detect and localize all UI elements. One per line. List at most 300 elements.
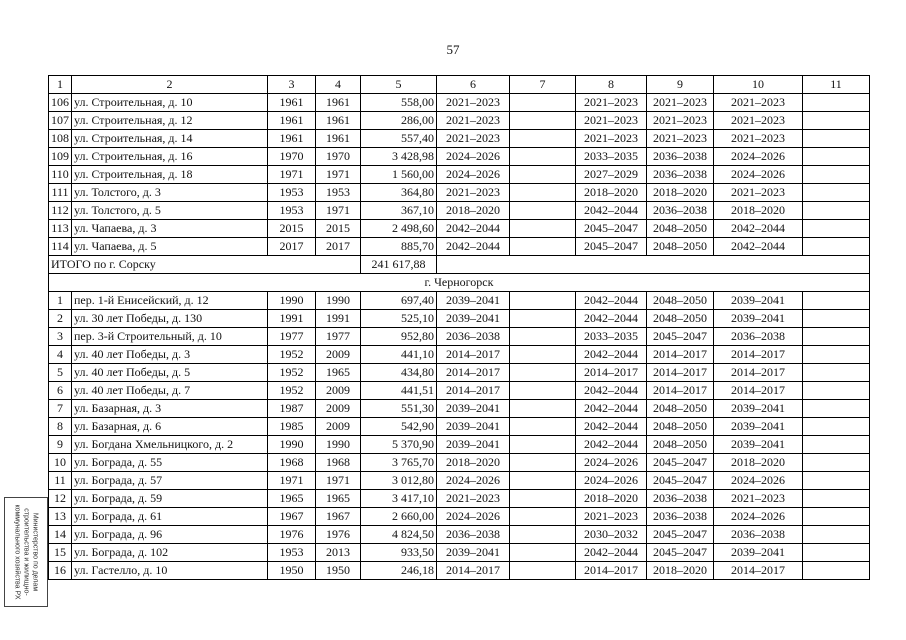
cell-col-6: 2024–2026	[437, 472, 510, 490]
cell-col-3: 1971	[268, 166, 316, 184]
cell-col-4: 2017	[316, 238, 361, 256]
cell-col-2: ул. Базарная, д. 6	[72, 418, 268, 436]
column-number: 10	[714, 76, 803, 94]
cell-col-8: 2042–2044	[576, 292, 647, 310]
cell-col-4: 1990	[316, 292, 361, 310]
cell-col-8: 2024–2026	[576, 472, 647, 490]
cell-col-1: 3	[49, 328, 72, 346]
cell-col-3: 1968	[268, 454, 316, 472]
cell-col-7	[510, 382, 576, 400]
cell-col-4: 2009	[316, 418, 361, 436]
cell-col-11	[803, 328, 870, 346]
cell-col-11	[803, 202, 870, 220]
cell-col-1: 107	[49, 112, 72, 130]
column-number: 1	[49, 76, 72, 94]
cell-col-7	[510, 202, 576, 220]
cell-col-2: пер. 3-й Строительный, д. 10	[72, 328, 268, 346]
cell-col-7	[510, 238, 576, 256]
cell-col-3: 1961	[268, 94, 316, 112]
cell-col-10: 2039–2041	[714, 436, 803, 454]
cell-col-1: 8	[49, 418, 72, 436]
cell-col-5: 885,70	[361, 238, 437, 256]
cell-col-6: 2042–2044	[437, 238, 510, 256]
cell-col-9: 2048–2050	[647, 310, 714, 328]
cell-col-2: ул. Бограда, д. 61	[72, 508, 268, 526]
table-row	[49, 472, 870, 490]
cell-col-11	[803, 490, 870, 508]
cell-col-9: 2048–2050	[647, 436, 714, 454]
cell-col-8: 2018–2020	[576, 184, 647, 202]
cell-col-8: 2045–2047	[576, 220, 647, 238]
cell-col-3: 2015	[268, 220, 316, 238]
cell-col-11	[803, 292, 870, 310]
cell-col-3: 1976	[268, 526, 316, 544]
cell-col-4: 1976	[316, 526, 361, 544]
cell-col-6: 2042–2044	[437, 220, 510, 238]
cell-col-3: 1967	[268, 508, 316, 526]
cell-col-6: 2024–2026	[437, 148, 510, 166]
cell-col-11	[803, 364, 870, 382]
cell-col-2: ул. Бограда, д. 55	[72, 454, 268, 472]
cell-col-7	[510, 472, 576, 490]
table-row	[49, 436, 870, 454]
cell-col-11	[803, 238, 870, 256]
column-number: 11	[803, 76, 870, 94]
cell-col-4: 1971	[316, 472, 361, 490]
cell-col-11	[803, 166, 870, 184]
cell-col-5: 367,10	[361, 202, 437, 220]
cell-col-3: 1953	[268, 202, 316, 220]
column-number: 7	[510, 76, 576, 94]
cell-col-5: 286,00	[361, 112, 437, 130]
table-row	[49, 184, 870, 202]
column-number: 3	[268, 76, 316, 94]
cell-col-9: 2048–2050	[647, 292, 714, 310]
cell-col-6: 2014–2017	[437, 382, 510, 400]
cell-col-6: 2039–2041	[437, 400, 510, 418]
cell-col-7	[510, 364, 576, 382]
cell-col-2: ул. 40 лет Победы, д. 3	[72, 346, 268, 364]
cell-col-8: 2042–2044	[576, 400, 647, 418]
cell-col-11	[803, 544, 870, 562]
total-label: ИТОГО по г. Сорску	[49, 256, 361, 274]
cell-col-2: ул. Богдана Хмельницкого, д. 2	[72, 436, 268, 454]
cell-col-3: 1987	[268, 400, 316, 418]
cell-col-6: 2018–2020	[437, 202, 510, 220]
cell-col-1: 1	[49, 292, 72, 310]
cell-col-2: ул. Гастелло, д. 10	[72, 562, 268, 580]
cell-col-11	[803, 454, 870, 472]
column-number: 2	[72, 76, 268, 94]
cell-col-2: ул. 40 лет Победы, д. 5	[72, 364, 268, 382]
cell-col-8: 2042–2044	[576, 418, 647, 436]
cell-col-5: 3 417,10	[361, 490, 437, 508]
cell-col-7	[510, 166, 576, 184]
cell-col-10: 2018–2020	[714, 202, 803, 220]
cell-col-1: 14	[49, 526, 72, 544]
cell-col-2: ул. 30 лет Победы, д. 130	[72, 310, 268, 328]
cell-col-10: 2014–2017	[714, 382, 803, 400]
cell-col-6: 2036–2038	[437, 526, 510, 544]
cell-col-5: 697,40	[361, 292, 437, 310]
cell-col-8: 2033–2035	[576, 328, 647, 346]
cell-col-2: ул. Базарная, д. 3	[72, 400, 268, 418]
stamp-text: Министерство по делам строительства и жилищно-коммунального хозяйства РХ	[13, 504, 39, 600]
cell-col-11	[803, 220, 870, 238]
cell-col-1: 6	[49, 382, 72, 400]
cell-col-9: 2014–2017	[647, 346, 714, 364]
cell-col-5: 3 428,98	[361, 148, 437, 166]
cell-col-2: ул. Строительная, д. 10	[72, 94, 268, 112]
cell-col-5: 933,50	[361, 544, 437, 562]
cell-col-1: 108	[49, 130, 72, 148]
cell-col-9: 2048–2050	[647, 400, 714, 418]
cell-col-4: 1971	[316, 166, 361, 184]
cell-col-9: 2018–2020	[647, 562, 714, 580]
housing-table	[48, 75, 870, 580]
cell-col-7	[510, 94, 576, 112]
cell-col-9: 2036–2038	[647, 202, 714, 220]
table-row	[49, 94, 870, 112]
cell-col-5: 246,18	[361, 562, 437, 580]
cell-col-10: 2039–2041	[714, 310, 803, 328]
cell-col-9: 2045–2047	[647, 472, 714, 490]
cell-col-8: 2021–2023	[576, 508, 647, 526]
table-row	[49, 166, 870, 184]
cell-col-7	[510, 508, 576, 526]
cell-col-9: 2036–2038	[647, 148, 714, 166]
cell-col-8: 2042–2044	[576, 202, 647, 220]
cell-col-6: 2018–2020	[437, 454, 510, 472]
cell-col-1: 112	[49, 202, 72, 220]
table-row	[49, 526, 870, 544]
cell-col-2: ул. Толстого, д. 5	[72, 202, 268, 220]
table-row	[49, 202, 870, 220]
cell-col-3: 1977	[268, 328, 316, 346]
cell-col-8: 2014–2017	[576, 364, 647, 382]
cell-col-1: 15	[49, 544, 72, 562]
cell-col-9: 2021–2023	[647, 112, 714, 130]
cell-col-3: 1952	[268, 382, 316, 400]
cell-col-10: 2036–2038	[714, 526, 803, 544]
cell-col-7	[510, 490, 576, 508]
cell-col-6: 2039–2041	[437, 436, 510, 454]
cell-col-8: 2042–2044	[576, 310, 647, 328]
cell-col-8: 2042–2044	[576, 346, 647, 364]
cell-col-9: 2048–2050	[647, 220, 714, 238]
cell-col-11	[803, 436, 870, 454]
cell-col-5: 2 660,00	[361, 508, 437, 526]
cell-col-8: 2042–2044	[576, 436, 647, 454]
cell-col-4: 1970	[316, 148, 361, 166]
section-row	[49, 274, 870, 292]
cell-col-10: 2024–2026	[714, 472, 803, 490]
column-number: 8	[576, 76, 647, 94]
cell-col-2: ул. Строительная, д. 14	[72, 130, 268, 148]
cell-col-9: 2014–2017	[647, 364, 714, 382]
cell-col-7	[510, 544, 576, 562]
cell-col-8: 2018–2020	[576, 490, 647, 508]
cell-col-5: 525,10	[361, 310, 437, 328]
cell-col-4: 1967	[316, 508, 361, 526]
cell-col-4: 2009	[316, 382, 361, 400]
registration-stamp	[4, 497, 48, 607]
cell-col-3: 1970	[268, 148, 316, 166]
cell-col-7	[510, 562, 576, 580]
table-row	[49, 454, 870, 472]
cell-col-5: 441,10	[361, 346, 437, 364]
cell-col-2: ул. Строительная, д. 16	[72, 148, 268, 166]
cell-col-1: 2	[49, 310, 72, 328]
cell-col-9: 2036–2038	[647, 490, 714, 508]
table-row	[49, 544, 870, 562]
cell-col-10: 2024–2026	[714, 166, 803, 184]
table-row	[49, 148, 870, 166]
cell-col-3: 1990	[268, 436, 316, 454]
cell-col-4: 1971	[316, 202, 361, 220]
cell-col-7	[510, 310, 576, 328]
cell-col-10: 2039–2041	[714, 292, 803, 310]
cell-col-10: 2024–2026	[714, 148, 803, 166]
cell-col-10: 2039–2041	[714, 418, 803, 436]
cell-col-1: 4	[49, 346, 72, 364]
cell-col-1: 12	[49, 490, 72, 508]
cell-col-6: 2021–2023	[437, 490, 510, 508]
table-row	[49, 508, 870, 526]
cell-col-1: 9	[49, 436, 72, 454]
cell-col-8: 2033–2035	[576, 148, 647, 166]
cell-col-10: 2024–2026	[714, 508, 803, 526]
cell-col-9: 2048–2050	[647, 238, 714, 256]
cell-col-3: 1953	[268, 184, 316, 202]
cell-col-6: 2039–2041	[437, 544, 510, 562]
cell-col-11	[803, 148, 870, 166]
cell-col-5: 558,00	[361, 94, 437, 112]
cell-col-7	[510, 130, 576, 148]
cell-col-1: 114	[49, 238, 72, 256]
column-number: 4	[316, 76, 361, 94]
cell-col-4: 2009	[316, 400, 361, 418]
cell-col-1: 11	[49, 472, 72, 490]
table-row	[49, 220, 870, 238]
cell-col-9: 2048–2050	[647, 418, 714, 436]
cell-col-10: 2021–2023	[714, 112, 803, 130]
cell-col-8: 2021–2023	[576, 112, 647, 130]
table-row	[49, 238, 870, 256]
cell-col-8: 2030–2032	[576, 526, 647, 544]
cell-col-2: ул. Строительная, д. 12	[72, 112, 268, 130]
cell-col-10: 2014–2017	[714, 364, 803, 382]
cell-col-10: 2014–2017	[714, 562, 803, 580]
cell-col-11	[803, 382, 870, 400]
total-empty	[437, 256, 870, 274]
cell-col-5: 4 824,50	[361, 526, 437, 544]
cell-col-2: ул. Бограда, д. 96	[72, 526, 268, 544]
cell-col-8: 2014–2017	[576, 562, 647, 580]
table-row	[49, 364, 870, 382]
cell-col-7	[510, 418, 576, 436]
cell-col-5: 364,80	[361, 184, 437, 202]
cell-col-4: 1977	[316, 328, 361, 346]
cell-col-8: 2042–2044	[576, 382, 647, 400]
cell-col-7	[510, 184, 576, 202]
cell-col-2: ул. Бограда, д. 102	[72, 544, 268, 562]
column-number-row	[49, 76, 870, 94]
total-value: 241 617,88	[361, 256, 437, 274]
cell-col-6: 2014–2017	[437, 562, 510, 580]
table-row	[49, 346, 870, 364]
cell-col-10: 2021–2023	[714, 490, 803, 508]
cell-col-8: 2024–2026	[576, 454, 647, 472]
cell-col-10: 2021–2023	[714, 130, 803, 148]
cell-col-3: 2017	[268, 238, 316, 256]
cell-col-3: 1952	[268, 346, 316, 364]
column-number: 5	[361, 76, 437, 94]
cell-col-7	[510, 454, 576, 472]
cell-col-6: 2039–2041	[437, 310, 510, 328]
cell-col-5: 2 498,60	[361, 220, 437, 238]
cell-col-9: 2045–2047	[647, 328, 714, 346]
cell-col-9: 2021–2023	[647, 94, 714, 112]
cell-col-6: 2014–2017	[437, 346, 510, 364]
cell-col-4: 1953	[316, 184, 361, 202]
cell-col-7	[510, 292, 576, 310]
cell-col-5: 1 560,00	[361, 166, 437, 184]
cell-col-3: 1971	[268, 472, 316, 490]
table-row	[49, 490, 870, 508]
cell-col-2: ул. Строительная, д. 18	[72, 166, 268, 184]
cell-col-4: 2013	[316, 544, 361, 562]
cell-col-10: 2021–2023	[714, 184, 803, 202]
cell-col-10: 2039–2041	[714, 544, 803, 562]
cell-col-1: 7	[49, 400, 72, 418]
table-row	[49, 112, 870, 130]
cell-col-7	[510, 526, 576, 544]
cell-col-11	[803, 310, 870, 328]
table-row	[49, 328, 870, 346]
cell-col-2: ул. Бограда, д. 57	[72, 472, 268, 490]
cell-col-11	[803, 508, 870, 526]
cell-col-1: 13	[49, 508, 72, 526]
cell-col-6: 2021–2023	[437, 184, 510, 202]
cell-col-2: ул. 40 лет Победы, д. 7	[72, 382, 268, 400]
cell-col-11	[803, 418, 870, 436]
cell-col-7	[510, 346, 576, 364]
cell-col-11	[803, 112, 870, 130]
cell-col-5: 551,30	[361, 400, 437, 418]
cell-col-2: ул. Бограда, д. 59	[72, 490, 268, 508]
cell-col-5: 557,40	[361, 130, 437, 148]
cell-col-10: 2042–2044	[714, 220, 803, 238]
cell-col-1: 5	[49, 364, 72, 382]
cell-col-4: 1961	[316, 94, 361, 112]
cell-col-9: 2036–2038	[647, 508, 714, 526]
cell-col-11	[803, 562, 870, 580]
cell-col-10: 2042–2044	[714, 238, 803, 256]
cell-col-7	[510, 112, 576, 130]
cell-col-4: 1965	[316, 364, 361, 382]
cell-col-8: 2045–2047	[576, 238, 647, 256]
table-row	[49, 292, 870, 310]
cell-col-7	[510, 436, 576, 454]
cell-col-11	[803, 94, 870, 112]
cell-col-6: 2021–2023	[437, 112, 510, 130]
cell-col-3: 1990	[268, 292, 316, 310]
cell-col-8: 2021–2023	[576, 130, 647, 148]
cell-col-4: 1968	[316, 454, 361, 472]
cell-col-9: 2021–2023	[647, 130, 714, 148]
cell-col-11	[803, 346, 870, 364]
cell-col-5: 5 370,90	[361, 436, 437, 454]
cell-col-4: 1965	[316, 490, 361, 508]
cell-col-10: 2014–2017	[714, 346, 803, 364]
table-row	[49, 562, 870, 580]
cell-col-6: 2024–2026	[437, 508, 510, 526]
cell-col-6: 2036–2038	[437, 328, 510, 346]
cell-col-3: 1961	[268, 112, 316, 130]
cell-col-2: ул. Толстого, д. 3	[72, 184, 268, 202]
cell-col-11	[803, 184, 870, 202]
table-row	[49, 400, 870, 418]
cell-col-4: 2015	[316, 220, 361, 238]
cell-col-7	[510, 148, 576, 166]
cell-col-6: 2014–2017	[437, 364, 510, 382]
cell-col-9: 2045–2047	[647, 454, 714, 472]
cell-col-10: 2036–2038	[714, 328, 803, 346]
cell-col-3: 1985	[268, 418, 316, 436]
table-row	[49, 130, 870, 148]
cell-col-9: 2018–2020	[647, 184, 714, 202]
cell-col-1: 109	[49, 148, 72, 166]
cell-col-1: 111	[49, 184, 72, 202]
cell-col-1: 16	[49, 562, 72, 580]
cell-col-5: 434,80	[361, 364, 437, 382]
cell-col-10: 2021–2023	[714, 94, 803, 112]
cell-col-7	[510, 220, 576, 238]
cell-col-3: 1965	[268, 490, 316, 508]
cell-col-4: 1961	[316, 112, 361, 130]
cell-col-2: ул. Чапаева, д. 3	[72, 220, 268, 238]
cell-col-8: 2027–2029	[576, 166, 647, 184]
cell-col-1: 106	[49, 94, 72, 112]
total-row	[49, 256, 870, 274]
cell-col-1: 113	[49, 220, 72, 238]
cell-col-4: 1961	[316, 130, 361, 148]
cell-col-4: 1950	[316, 562, 361, 580]
table-row	[49, 310, 870, 328]
cell-col-11	[803, 526, 870, 544]
cell-col-1: 10	[49, 454, 72, 472]
cell-col-3: 1961	[268, 130, 316, 148]
cell-col-1: 110	[49, 166, 72, 184]
cell-col-3: 1991	[268, 310, 316, 328]
cell-col-5: 952,80	[361, 328, 437, 346]
cell-col-9: 2045–2047	[647, 544, 714, 562]
cell-col-2: ул. Чапаева, д. 5	[72, 238, 268, 256]
cell-col-3: 1952	[268, 364, 316, 382]
cell-col-6: 2021–2023	[437, 130, 510, 148]
section-title: г. Черногорск	[49, 274, 870, 292]
cell-col-8: 2042–2044	[576, 544, 647, 562]
cell-col-5: 441,51	[361, 382, 437, 400]
cell-col-6: 2024–2026	[437, 166, 510, 184]
page-number: 57	[446, 42, 460, 57]
cell-col-3: 1953	[268, 544, 316, 562]
cell-col-5: 542,90	[361, 418, 437, 436]
table-row	[49, 418, 870, 436]
column-number: 9	[647, 76, 714, 94]
cell-col-6: 2021–2023	[437, 94, 510, 112]
